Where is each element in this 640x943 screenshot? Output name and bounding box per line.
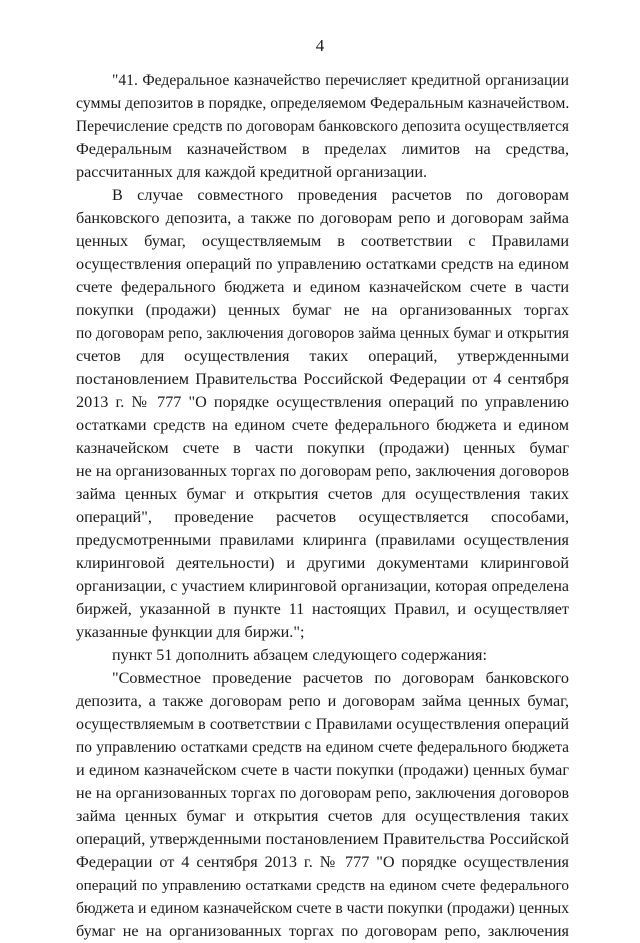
text-line: предусмотренными правилами клиринга (правилами осуществления	[76, 531, 569, 549]
text-line: и едином казначейском счете в части покупки (продажи) ценных бумаг	[76, 761, 569, 779]
text-line: бюджета и едином казначейском счете в части покупки (продажи) ценных	[76, 900, 569, 917]
text-line: биржей, указанной в пункте 11 настоящих Правил, и осуществляет	[76, 600, 569, 618]
text-line: осуществления операций по управлению остатками средств на едином	[76, 255, 569, 273]
document-body	[76, 69, 569, 943]
text-line: постановлением Правительства Российской Федерации от 4 сентября	[76, 370, 569, 388]
text-line: остатками средств на едином счете федерального бюджета и едином	[76, 416, 569, 434]
text-line: не на организованных торгах по договорам репо, заключения договоров	[76, 463, 569, 480]
text-line: депозита, а также договорам репо и договорам займа ценных бумаг,	[76, 692, 569, 710]
text-line: бумаг не на организованных торгах по договорам репо, заключения	[76, 922, 569, 940]
text-line: по управлению остатками средств на едином счете федерального бюджета	[76, 739, 569, 756]
text-line: по договорам репо, заключения договоров займа ценных бумаг и открытия	[76, 325, 569, 342]
text-line: указанные функции для биржи.";	[76, 623, 305, 641]
text-line: суммы депозитов в порядке, определяемом Федеральным казначейством.	[76, 95, 570, 112]
text-line: Перечисление средств по договорам банковского депозита осуществляется	[76, 118, 569, 135]
text-line: "Совместное проведение расчетов по договорам банковского	[112, 669, 569, 687]
text-line: пункт 51 дополнить абзацем следующего содержания:	[112, 646, 487, 664]
text-line: рассчитанных для каждой кредитной организации.	[76, 163, 428, 181]
text-line: Федеральным казначейством в пределах лимитов на средства,	[76, 140, 569, 158]
text-line: счете федерального бюджета и едином казначейском счете в части	[76, 278, 569, 296]
text-line: клиринговой деятельности) и другими документами клиринговой	[76, 554, 569, 572]
text-line: займа ценных бумаг и открытия счетов для осуществления таких	[76, 807, 569, 825]
text-line: ценных бумаг, осуществляемым в соответствии с Правилами	[76, 232, 569, 250]
text-line: операций, утвержденными постановлением Правительства Российской	[76, 830, 569, 848]
text-line: не на организованных торгах по договорам репо, заключения договоров	[76, 785, 569, 802]
text-line: Федерации от 4 сентября 2013 г. № 777 "О порядке осуществления	[76, 853, 569, 871]
text-line: займа ценных бумаг и открытия счетов для осуществления таких	[76, 485, 569, 503]
text-line: осуществляемым в соответствии с Правилами осуществления операций	[76, 716, 569, 733]
text-line: операций", проведение расчетов осуществляется способами,	[76, 508, 569, 526]
text-line: банковского депозита, а также по договорам репо и договорам займа	[76, 209, 569, 227]
text-line: "41. Федеральное казначейство перечисляет кредитной организации	[112, 72, 569, 89]
text-line: счетов для осуществления таких операций, утвержденными	[76, 347, 569, 365]
text-line: организации, с участием клиринговой организации, которая определена	[76, 578, 569, 595]
page-number: 4	[315, 36, 325, 55]
text-line: 2013 г. № 777 "О порядке осуществления операций по управлению	[76, 393, 569, 411]
text-line: операций по управлению остатками средств на едином счете федерального	[76, 877, 569, 894]
text-line: покупки (продажи) ценных бумаг не на организованных торгах	[76, 301, 569, 319]
text-line: В случае совместного проведения расчетов по договорам	[112, 186, 569, 204]
text-line: казначейском счете в части покупки (продажи) ценных бумаг	[76, 439, 569, 457]
